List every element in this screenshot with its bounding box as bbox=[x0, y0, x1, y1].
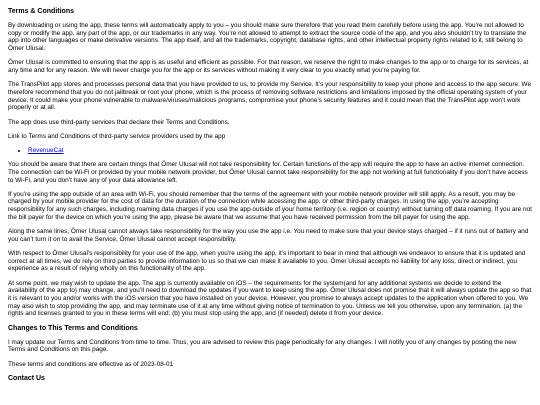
paragraph-intro: By downloading or using the app, these terms will automatically apply to you – you should make sure therefore that you read them carefully before using the app. You’re not allowed to copy or modify the app, any part of the app, or our trademarks in any way. You’re not allowed to attempt to extract the source code of the app, and you also shouldn’t try to translate the app into other languages or make derivative versions. The app itself, and all the trademarks, copyright, database rights, and other intellectual property rights related to it, still belong to Ömer Ulusal. bbox=[8, 22, 527, 53]
changes-heading: Changes to This Terms and Conditions bbox=[8, 324, 138, 332]
page-title: Terms & Conditions bbox=[8, 8, 74, 15]
paragraph-third-party-links: Link to Terms and Conditions of third-party service providers used by the app bbox=[8, 132, 226, 140]
paragraph-data-charges: If you’re using the app outside of an area with Wi-Fi, you should remember that the terms of the agreement with your mobile network provider will still apply. As a result, you may be charged by your mobile provider for the cost of data for the duration of the connection while accessing the app, or other third-party charges. In using the app, you’re accepting responsibility for any such charges, including roaming data charges if you use the app outside of your home territory (i.e. region or country) without turning off data roaming. If you are not the bill payer for the device on which you’re using the app, please be aware that we assume that you have received permission from the bill payer for using the app. bbox=[8, 190, 532, 221]
revenuecat-link[interactable]: RevenueCat bbox=[28, 146, 64, 154]
paragraph-updates: At some point, we may wish to update the app. The app is currently available on iOS – the requirements for the system(and for any additional systems we decide to extend the availability of the app to) may change, and you’ll need to download the updates if you want to keep using the app. Ömer Ulusal does not promise that it will always update the app so that it is relevant to you and/or works with the iOS version that you have installed on your device. However, you promise to always accept updates to the application when offered to you, We may also wish to stop providing the app, and may terminate use of it at any time without giving notice of termination to you. Unless we tell you otherwise, upon any termination, (a) the rights and licenses granted to you in these terms will end; (b) you must stop using the app, and (if needed) delete it from your device. bbox=[8, 279, 532, 318]
paragraph-liability: With respect to Ömer Ulusal’s responsibility for your use of the app, when you’re using the app, it’s important to bear in mind that although we endeavor to ensure that it is updated and correct at all times, we do rely on third parties to provide information to us so that we can make it available to you. Ömer Ulusal accepts no liability for any loss, direct or indirect, you experience as a result of relying wholly on this functionality of the app. bbox=[8, 249, 526, 273]
paragraph-changes-to-app: Ömer Ulusal is committed to ensuring that the app is as useful and efficient as possible. For that reason, we reserve the right to make changes to the app or to charge for its services, at any time and for any reason. We will never charge you for the app or its services without making it very clear to you exactly what you’re paying for. bbox=[8, 59, 529, 75]
paragraph-battery: Along the same lines, Ömer Ulusal cannot always take responsibility for the way you use the app i.e. You need to make sure that your device stays charged – if it runs out of battery and you can’t turn it on to avail the Service, Ömer Ulusal cannot accept responsibility. bbox=[8, 228, 529, 243]
third-party-list bbox=[8, 147, 532, 155]
paragraph-personal-data: The TransPilot app stores and processes personal data that you have provided to us, to provide my Service. It’s your responsibility to keep your phone and access to the app secure. We therefore recommend that you do not jailbreak or root your phone, which is the process of removing software restrictions and limitations imposed by the official operating system of your device. It could make your phone vulnerable to malware/viruses/malicious programs, compromise your phone’s security features and it could mean that the TransPilot app won’t work properly or at all. bbox=[8, 81, 532, 112]
paragraph-terms-updates: I may update our Terms and Conditions from time to time. Thus, you are advised to review this page periodically for any changes. I will notify you of any changes by posting the new Terms and Conditions on this page. bbox=[8, 338, 517, 354]
paragraph-connectivity: You should be aware that there are certain things that Ömer Ulusal will not take responsibility for. Certain functions of the app will require the app to have an active internet connection. The connection can be Wi-Fi or provided by your mobile network provider, but Ömer Ulusal cannot take responsibility for the app not working at full functionality if you don’t have access to Wi-Fi, and you don’t have any of your data allowance left. bbox=[8, 161, 528, 184]
paragraph-effective-date: These terms and conditions are effective as of 2023-08-01 bbox=[8, 360, 174, 368]
paragraph-third-party: The app does use third-party services that declare their Terms and Conditions. bbox=[8, 118, 230, 126]
contact-heading: Contact Us bbox=[8, 374, 45, 382]
list-item bbox=[28, 147, 532, 155]
